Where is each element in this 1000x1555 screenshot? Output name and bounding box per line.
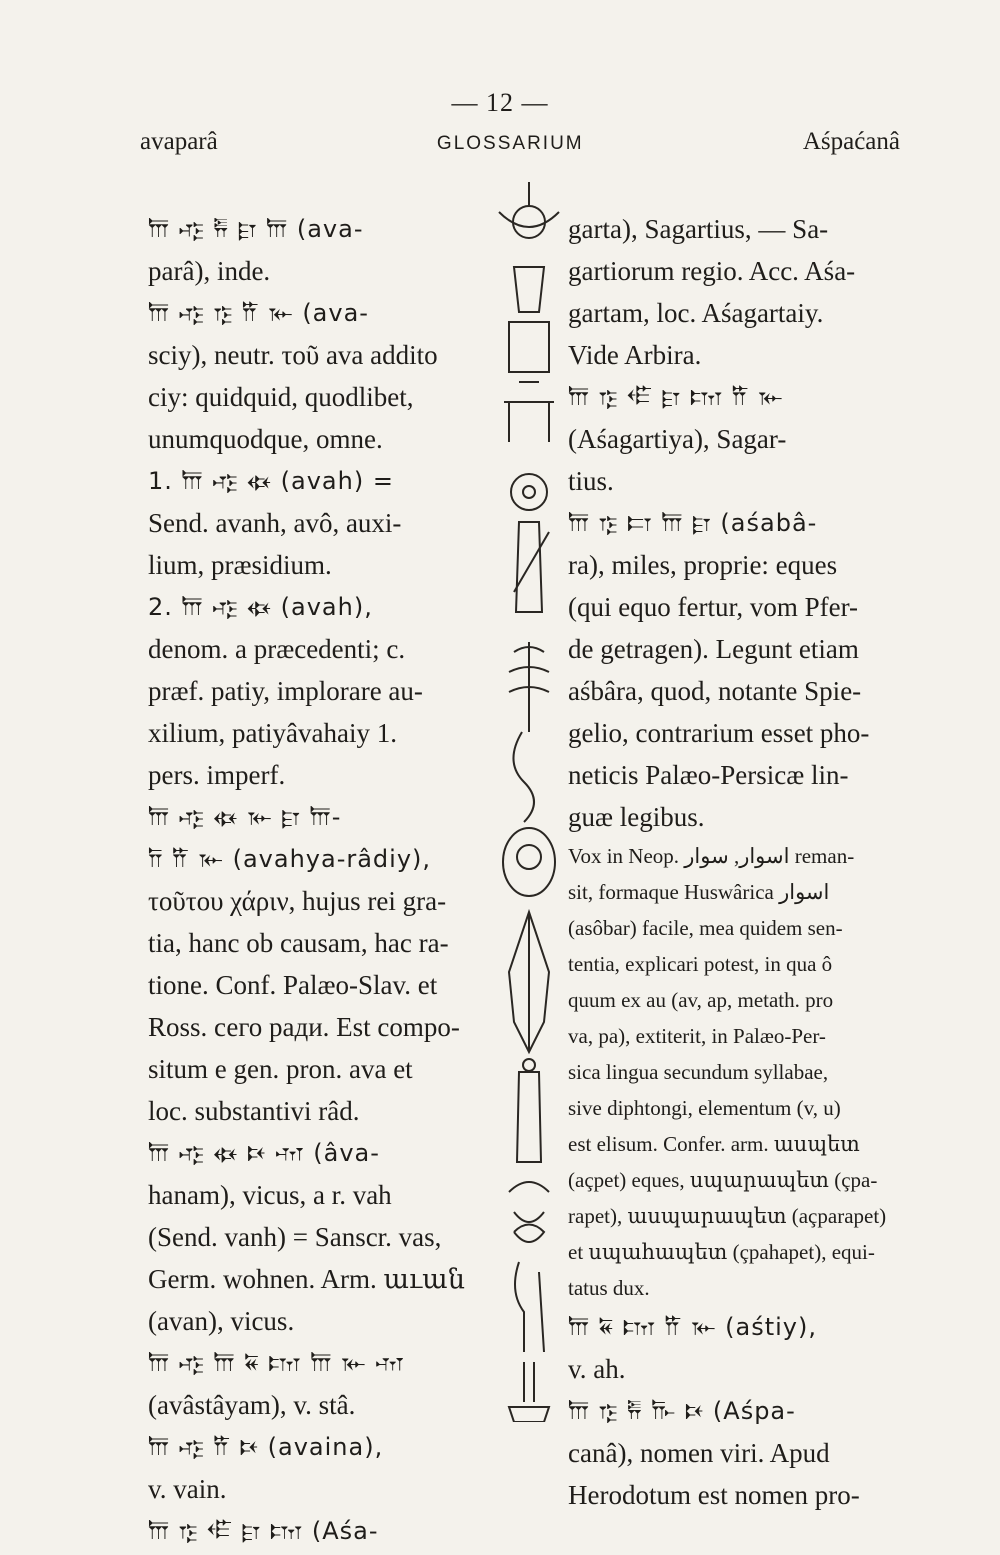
text-line: 𐎭 𐎡 𐎹 (avahya-râdiy), [148,845,432,873]
text-line: unumquodque, omne. [148,424,383,454]
text-line: 2. 𐎠 𐎺 𐏃 (avah), [148,593,373,621]
text-line: 𐎠 𐎿 𐎦 𐎼 𐎫 𐎡 𐎹 [568,383,784,411]
text-line: v. vain. [148,1474,227,1504]
text-line: (Send. vanh) = Sanscr. vas, [148,1222,442,1252]
text-line: (açpet) eques, սպարապետ (çpa- [568,1168,878,1192]
text-line: τοῦτου χάριν, hujus rei gra- [148,886,447,916]
text-line: hanam), vicus, a r. vah [148,1180,392,1210]
text-line: Herodotum est nomen pro- [568,1480,860,1510]
text-line: pers. imperf. [148,760,286,790]
text-line: 𐎠 𐎿 𐎲 𐎠 𐎼 (aśabâ- [568,509,818,537]
text-line: (avâstâyam), v. stâ. [148,1390,356,1420]
text-line: sit, formaque Huswârica اسوار [568,880,830,904]
text-line: 𐎠 𐏁 𐎫 𐎡 𐎹 (aśtiy), [568,1313,817,1341]
text-line: (avan), vicus. [148,1306,295,1336]
text-line: xilium, patiyâvahaiy 1. [148,718,397,748]
text-line: (asôbar) facile, mea quidem sen- [568,916,843,940]
text-line: tius. [568,466,614,496]
text-line: v. ah. [568,1354,626,1384]
header-right-entry: Aśpaćanâ [802,128,900,155]
text-line: garta), Sagartius, — Sa- [568,214,829,244]
text-line: situm e gen. pron. ava et [148,1054,413,1084]
text-line: Ross. сего ради. Est compo- [148,1012,460,1042]
text-line: de getragen). Legunt etiam [568,634,859,664]
text-line: canâ), nomen viri. Apud [568,1438,830,1468]
text-line: 𐎠 𐎺 𐎠 𐏁 𐎫 𐎠 𐎹 𐎶 [148,1349,405,1377]
left-column [148,208,493,1552]
text-line: 1. 𐎠 𐎺 𐏃 (avah) = [148,467,394,495]
text-line: 𐎠 𐎺 𐏃 𐎹 𐎼 𐎠- [148,803,342,831]
text-line: Germ. wohnen. Arm. աւան [148,1264,465,1294]
text-line: tione. Conf. Palæo-Slav. et [148,970,438,1000]
text-line: Vide Arbira. [568,340,702,370]
text-line: et սպահապետ (çpahapet), equi- [568,1240,875,1264]
text-line: rapet), ասպարապետ (açparapet) [568,1204,887,1228]
page-number: — 12 — [451,88,549,117]
text-line: tentia, explicari potest, in qua ô [568,952,833,976]
text-line: lium, præsidium. [148,550,332,580]
text-line: gartiorum regio. Acc. Aśa- [568,256,856,286]
text-line: gelio, contrarium esset pho- [568,718,870,748]
text-line: tia, hanc ob causam, hac ra- [148,928,449,958]
right-column [568,208,906,1516]
text-line: 𐎠 𐎺 𐎡 𐎴 (avaina), [148,1433,384,1461]
header-left-entry: avaparâ [140,128,218,155]
text-line: est elisum. Confer. arm. ասպետ [568,1132,860,1156]
text-line: 𐎠 𐎿 𐎱 𐎨 𐎴 (Aśpa- [568,1397,796,1425]
text-line: quum ex au (av, ap, metath. pro [568,988,834,1012]
text-line: Vox in Neop. اسوار, سوار reman- [568,844,855,868]
text-line: sciy), neutr. τοῦ ava addito [148,340,438,370]
ornament-illustration [494,172,564,1422]
text-line: (Aśagartiya), Sagar- [568,424,787,454]
text-line: parâ), inde. [148,256,271,286]
header-title: GLOSSARIUM [436,133,584,154]
text-line: Send. avanh, avô, auxi- [148,508,402,538]
text-line: va, pa), extiterit, in Palæo-Per- [568,1024,826,1048]
text-line: gartam, loc. Aśagartaiy. [568,298,824,328]
text-line: 𐎠 𐎿 𐎦 𐎼 𐎫 (Aśa- [148,1517,379,1545]
text-line: (qui equo fertur, vom Pfer- [568,592,859,622]
text-line: 𐎠 𐎺 𐎿 𐎡 𐎹 (ava- [148,299,369,327]
text-line: aśbâra, quod, notante Spie- [568,676,862,706]
text-line: sive diphtongi, elementum (v, u) [568,1096,841,1120]
text-line: 𐎠 𐎺 𐏃 𐎴 𐎶 (âva- [148,1139,380,1167]
text-line: ciy: quidquid, quodlibet, [148,382,414,412]
text-line: sica lingua secundum syllabae, [568,1060,829,1084]
text-line: præf. patiy, implorare au- [148,676,423,706]
text-line: 𐎠 𐎺 𐎱 𐎼 𐎠 (ava- [148,215,364,243]
text-line: guæ legibus. [568,802,705,832]
text-line: loc. substantivi râd. [148,1096,360,1126]
text-line: denom. a præcedenti; c. [148,634,406,664]
text-line: neticis Palæo-Persicæ lin- [568,760,849,790]
text-line: tatus dux. [568,1276,650,1300]
ornamental-border [494,172,564,1422]
text-line: ra), miles, proprie: eques [568,550,838,580]
running-header [140,128,900,168]
